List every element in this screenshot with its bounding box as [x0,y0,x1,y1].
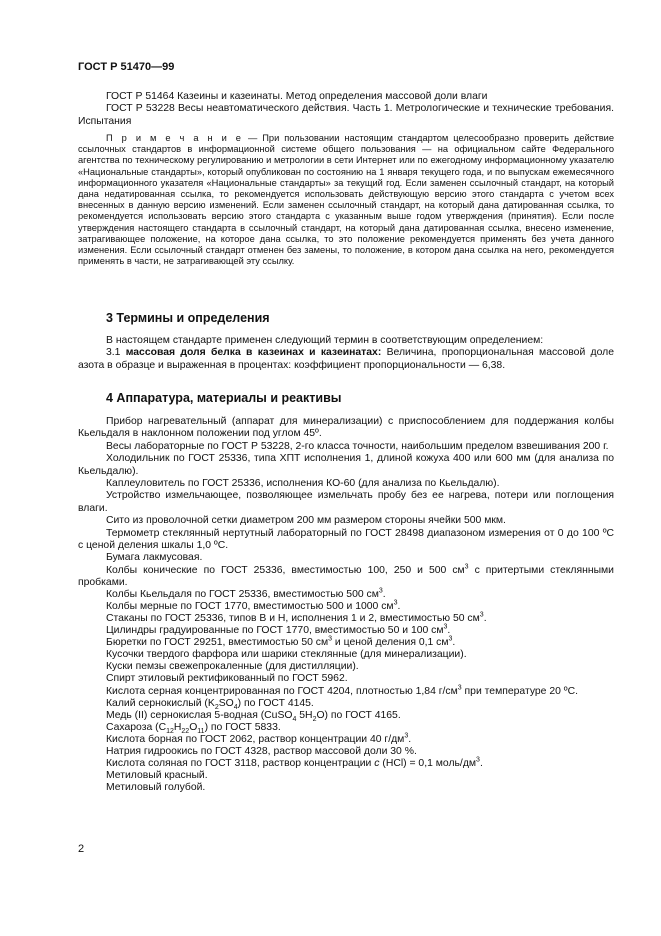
cuso4-part: Медь (II) сернокислая 5-водная (CuSO [106,709,293,721]
item-conical-flasks [78,565,614,589]
sulfuric-tail: при температуре 20 ºС. [461,685,578,697]
item-burettes [78,637,614,649]
definition-3-1 [78,347,614,372]
section-4-title: 4 Аппаратура, материалы и реактивы [106,391,342,405]
dot: . [447,625,451,637]
note-text: — При пользовании настоящим стандартом целесообразно проверить действие ссылочных стандартов в информационной системе общего пользования — на официальном сайте Федерального агентства по техническому регулированию и метрологии в сети Интернет или по ежегодному информационному указателю «Национальные стандарты», который опубликован по состоянию на 1 января текущего года, и по выпускам ежемесячного информационного указателя «Национальные стандарты» за текущий год. Если заменен ссылочный стандарт, на который дана недатированная ссылка, то рекомендуется использовать действующую версию этого стандарта с учетом всех внесенных в данную версию изменений. Если заменен ссылочный стандарт, на который дана датированная ссылка, то рекомендуется использовать версию этого стандарта с указанным выше годом утверждения (принятия). Если после утверждения настоящего стандарта в ссылочный стандарт, на который дана датированная ссылка, внесено изменение, затрагивающее положение, на которое дана ссылка, то это положение рекомендуется применять без учета данного изменения. Если ссылочный стандарт отменен без замены, то положение, в котором дана ссылка на него, рекомендуется применять в части, не затрагивающей эту ссылку. [78,133,614,267]
sub-4: 4 [233,703,238,711]
volumetric-text: Колбы мерные по ГОСТ 1770, вместимостью 500 и 1000 см [106,600,394,612]
sup-3: 3 [457,684,462,692]
dot: . [397,600,401,612]
definition-number: 3.1 [106,347,126,359]
sub-22: 22 [181,727,190,735]
cuso4-part: 5H [296,709,313,721]
item-copper-sulfate [78,710,614,722]
item-litmus: Бумага лакмусовая. [106,552,203,564]
cylinders-text: Цилиндры градуированные по ГОСТ 1770, вместимостью 50 и 100 см [106,625,444,637]
cuso4-part: O) по ГОСТ 4165. [316,709,401,721]
sup-3: 3 [479,611,484,619]
item-sodium-hydroxide: Натрия гидроокись по ГОСТ 4328, раствор массовой доли 30 %. [106,745,417,757]
sub-12: 12 [166,727,174,735]
page-number: 2 [78,843,85,855]
sucrose-part: Сахароза (C [106,721,167,733]
page-header: ГОСТ Р 51470—99 [78,61,175,73]
item-volumetric-flasks [78,601,614,613]
item-beakers [78,613,614,625]
section-3-intro: В настоящем стандарте применен следующий термин в соответствующим определением: [106,335,544,346]
note-label: П р и м е ч а н и е [106,133,243,143]
item-drop-catcher: Каплеуловитель по ГОСТ 25336, исполнения КО-60 (для анализа по Кьельдалю). [106,478,500,490]
sucrose-part: H [173,721,182,733]
sup-3: 3 [464,563,469,571]
item-porcelain: Кусочки твердого фарфора или шарики стеклянные (для минерализации). [106,649,467,661]
item-methyl-blue: Метиловый голубой. [106,782,206,794]
sub-2: 2 [312,715,317,723]
kjeldahl-text: Колбы Кьельдаля по ГОСТ 25336, вместимостью 500 см [106,588,379,600]
item-potassium-sulfate [78,698,614,710]
dot: . [479,758,483,770]
k2so4-part: ) по ГОСТ 4145. [237,697,314,709]
item-scales: Весы лабораторные по ГОСТ Р 53228, 2-го класса точности, наибольшим пределом взвешивания 200 г. [106,440,609,452]
item-pumice: Куски пемзы свежепрокаленные (для дистилляции). [106,661,359,673]
item-condenser: Холодильник по ГОСТ 25336, типа ХПТ исполнения 1, длиной кожуха 400 или 600 мм (для анализа по Кьельдалю). [78,453,614,477]
sup-3: 3 [378,587,383,595]
burettes-tail: и ценой деления 0,1 см [332,637,449,649]
sup-3: 3 [328,635,333,643]
item-grinder: Устройство измельчающее, позволяющее измельчать пробу без ее нагрева, потери или поглощения влаги. [78,490,614,514]
item-sulfuric-acid [78,686,614,698]
sup-3: 3 [393,599,398,607]
hcl-part: (HCl) = 0,1 моль/дм [379,758,477,770]
definition-term: массовая доля белка в казеинах и казеинатах: [125,347,382,359]
sup-3: 3 [448,635,453,643]
item-kjeldahl-flasks [78,589,614,601]
sup-3: 3 [443,623,448,631]
boric-text: Кислота борная по ГОСТ 2062, раствор концентрации 40 г/дм [106,733,405,745]
sucrose-part: O [189,721,198,733]
item-thermometer: Термометр стеклянный нертутный лабораторный по ГОСТ 28498 диапазоном измерения от 0 до 100 ºС с ценой деления шкалы 1,0 ºС. [78,527,614,552]
item-cylinders [78,625,614,637]
item-methyl-red: Метиловый красный. [106,770,208,782]
item-ethanol: Спирт этиловый ректификованный по ГОСТ 5962. [106,673,348,685]
section-3-title: 3 Термины и определения [106,311,270,325]
dot: . [452,637,456,649]
item-hydrochloric-acid [78,758,614,770]
burettes-text: Бюретки по ГОСТ 29251, вместимостью 50 см [106,637,329,649]
conical-flasks-text: Колбы конические по ГОСТ 25336, вместимостью 100, 250 и 500 см [106,564,465,576]
note-paragraph [78,133,614,267]
dot: . [483,612,487,624]
sulfuric-text: Кислота серная концентрированная по ГОСТ 4204, плотностью 1,84 г/см [106,685,458,697]
hcl-symbol: c [374,758,380,770]
item-sucrose [78,722,614,734]
dot: . [382,588,386,600]
k2so4-part: Калий сернокислый (K [106,697,215,709]
conical-flasks-tail: с притертыми стеклянными пробками. [78,564,614,588]
item-boric-acid [78,734,614,746]
sub-11: 11 [197,727,205,735]
sup-3: 3 [476,756,480,764]
item-sieve: Сито из проволочной сетки диаметром 200 мм размером стороны ячейки 500 мкм. [106,515,506,527]
sucrose-part: ) по ГОСТ 5833. [204,721,281,733]
beakers-text: Стаканы по ГОСТ 25336, типов В и Н, исполнения 1 и 2, вместимостью 50 см [106,612,480,624]
references-block [78,91,614,128]
item-heater: Прибор нагревательный (аппарат для минерализации) с приспособлением для поддержания колбы Кьельдаля в наклонном положении под углом 45º. [78,416,614,440]
section-4 [78,391,614,794]
k2so4-part: SO [218,697,234,709]
ref-gost-53228: ГОСТ Р 53228 Весы неавтоматического действия. Часть 1. Метрологические и технические требования. Испытания [78,103,614,127]
dot: . [408,733,412,745]
sup-3: 3 [404,732,409,740]
sub-2: 2 [214,703,219,711]
hcl-part: Кислота соляная по ГОСТ 3118, раствор концентрации [106,758,375,770]
note-block [78,133,614,267]
definition-text: Величина, пропорциональная массовой доле азота в образце и выраженная в процентах: коэффициент пропорциональности — 6,38. [78,347,614,371]
section-3 [78,311,614,372]
sub-4: 4 [292,715,297,723]
ref-gost-51464: ГОСТ Р 51464 Казеины и казеинаты. Метод определения массовой доли влаги [106,91,488,102]
